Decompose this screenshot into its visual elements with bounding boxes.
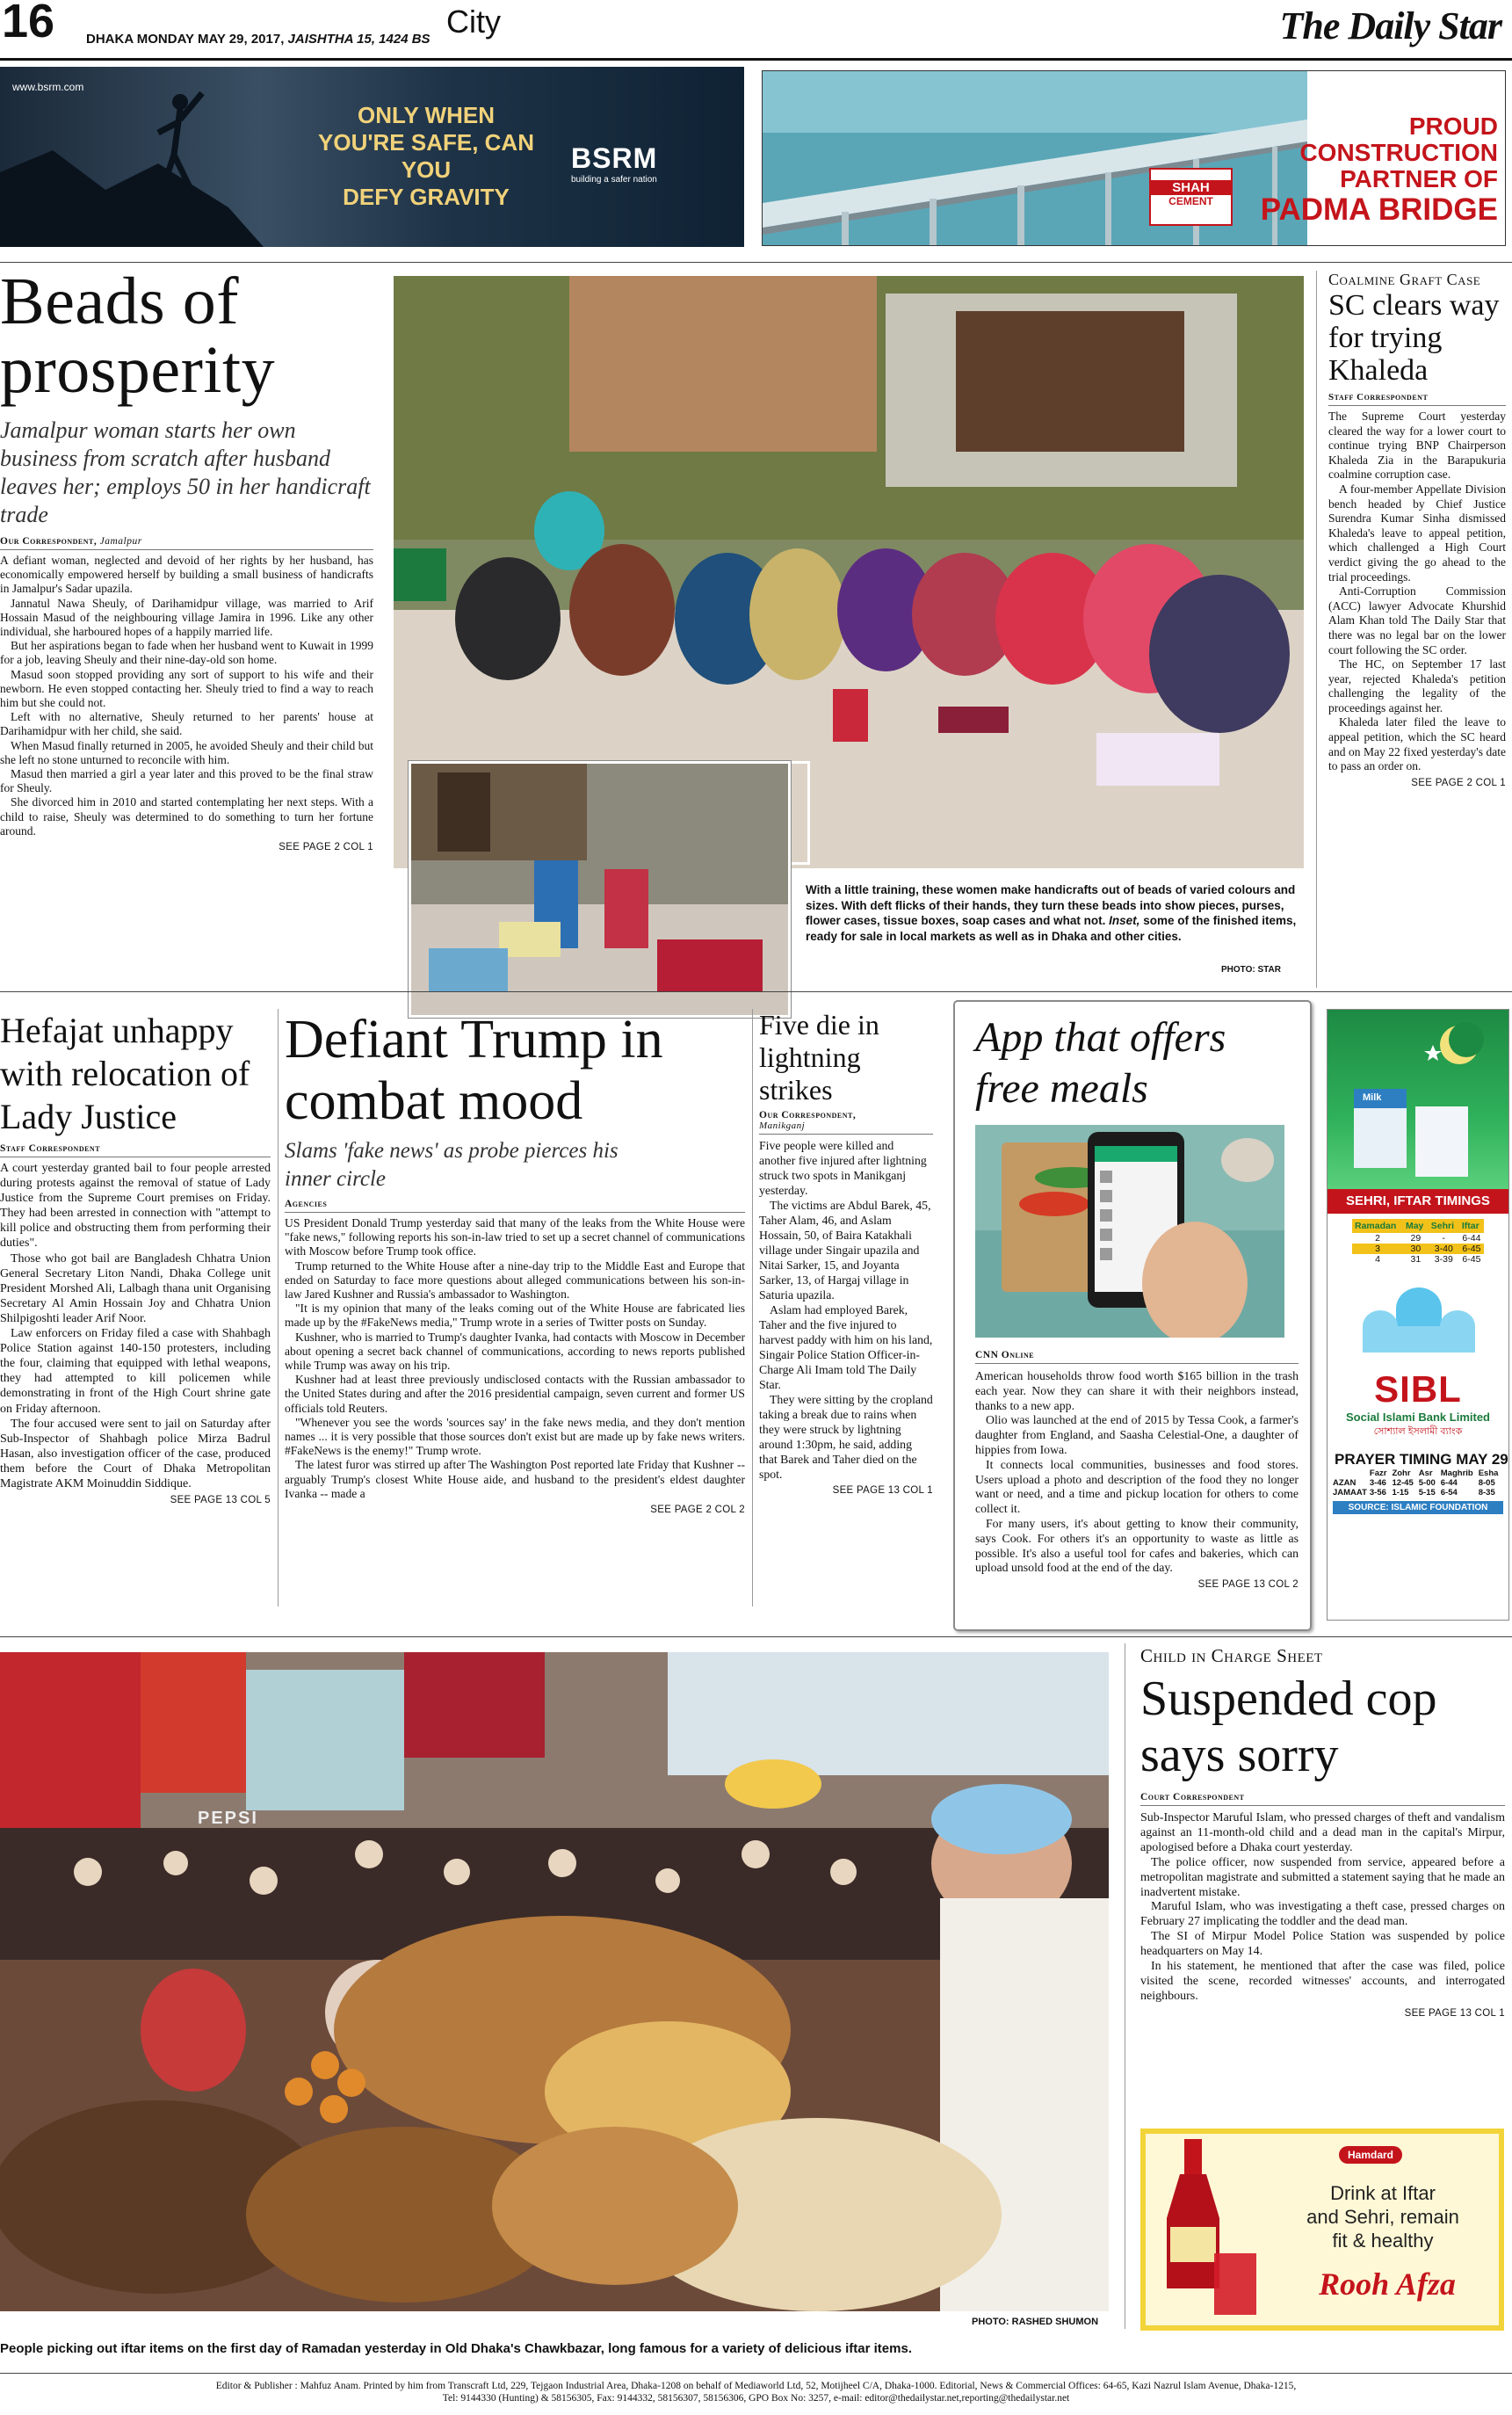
trump-paragraph: Trump returned to the White House after a nine-day trip to the Middle East and Europe that ended on Saturday to face more questions about alleged communications between his son-in-law Jared Kushner and Russia's ambassador to Washington.: [285, 1258, 745, 1302]
table-cell: 1-15: [1392, 1488, 1409, 1498]
hefajat-paragraph: Those who got bail are Bangladesh Chhatra Union General Secretary Liton Nandi, Dhaka College unit President Morshed Ali, Lalbagh thana unit Organising Secretary Al Amin Hossain Joy and Chhatra Union Shilpigoshti leader Arif Noor.: [0, 1251, 271, 1325]
table-cell: 3-40: [1434, 1244, 1453, 1254]
table-cell: 2: [1375, 1233, 1380, 1244]
lightning-paragraph: Five people were killed and another five injured after lightning struck two spots in Manikganj yesterday.: [759, 1139, 927, 1197]
finished-items-image: [411, 764, 791, 1018]
sc-byline-rule: [1328, 405, 1506, 406]
rule-right-column: [1316, 271, 1317, 988]
trump-byline: Agencies: [285, 1199, 328, 1209]
table-header: Ramadan: [1355, 1221, 1397, 1231]
shah-line-1: PROUD: [1408, 112, 1498, 140]
app-body: [975, 1369, 1299, 1576]
cop-paragraph: The SI of Mirpur Model Police Station was suspended by police headquarters on May 14.: [1140, 1930, 1505, 1959]
app-paragraph: It connects local communities, businesses and food stores. Users upload a photo and description of the food they no longer want or need, and a time and pickup location for others to come collect it.: [975, 1457, 1299, 1516]
table-cell: -: [1442, 1233, 1446, 1244]
app-paragraph: American households throw food worth $165 billion in the trash each year. Now they can share it with their neighbors instead, thanks to a new app.: [975, 1369, 1299, 1412]
lightning-see-page[interactable]: SEE PAGE 13 COL 1: [832, 1485, 933, 1496]
sibl-ad[interactable]: [1327, 1009, 1509, 1621]
trump-paragraph: US President Donald Trump yesterday said that many of the leaks from the White House were "fake news," following reports his son-in-law tried to set up a secret channel of communications with Moscow before Trump took office.: [285, 1216, 745, 1258]
bsrm-slogan-1: ONLY WHEN: [357, 102, 496, 128]
app-byline: CNN Online: [975, 1350, 1035, 1360]
sc-see-page[interactable]: SEE PAGE 2 COL 1: [1411, 777, 1506, 788]
prayer-title: PRAYER TIMING MAY 29: [1335, 1451, 1508, 1468]
table-cell: 3-39: [1434, 1254, 1453, 1265]
dateline: [86, 32, 430, 47]
bsrm-url[interactable]: www.bsrm.com: [12, 81, 84, 93]
rule-ads-bottom: [0, 262, 1512, 263]
hamdard-ad[interactable]: [1140, 2129, 1504, 2331]
lightning-body: [759, 1138, 933, 1482]
lightning-byline: [759, 1110, 933, 1131]
rule-col-2: [752, 1009, 753, 1606]
lightning-article: [759, 1009, 933, 1496]
table-header: May: [1405, 1221, 1424, 1231]
app-paragraph: For many users, it's about getting to know their community, says Cook. For others it's an opportunity to waste as little as possible. It's also a useful tool for cafes and bakeries, which can upload unsold food at the end of the day.: [975, 1516, 1299, 1575]
table-cell: 8-05: [1478, 1478, 1495, 1488]
beads-byline-label: Our Correspondent,: [0, 536, 98, 547]
sibl-logo: SIBL: [1374, 1368, 1462, 1410]
table-cell: JAMAAT: [1333, 1488, 1367, 1498]
iftar-market-image: [0, 1652, 1109, 2311]
cop-paragraph: In his statement, he mentioned that after the case was filed, police visited the scene, recorded witnesses' accounts, and interrogated neighbours.: [1140, 1960, 1505, 2003]
prayer-source: SOURCE: ISLAMIC FOUNDATION: [1333, 1501, 1503, 1514]
table-cell: 3: [1375, 1244, 1380, 1254]
masthead-rule: [0, 58, 1512, 61]
lightning-paragraph: They were sitting by the cropland taking a break due to rains when they were struck by lightning around 1:30pm, he said, adding that Barek and Taher died on the spot.: [759, 1393, 933, 1481]
table-cell: 8-35: [1478, 1488, 1495, 1498]
shah-line-2: CONSTRUCTION: [1299, 139, 1498, 166]
shah-line-3: PARTNER OF: [1340, 165, 1498, 192]
cop-paragraph: Maruful Islam, who was investigating a theft case, pressed charges on February 27 implicating the toddler and the dead man.: [1140, 1900, 1505, 1929]
sibl-milk-label: Milk: [1363, 1092, 1382, 1103]
beads-paragraph: A defiant woman, neglected and devoid of her rights by her husband, has economically empowered herself by building a small business of handicrafts in Jamalpur's Sadar upazila.: [0, 554, 373, 596]
hefajat-body: [0, 1161, 271, 1491]
beads-paragraph: Masud soon stopped providing any sort of support to his wife and their newborn. He even stopped contacting her. Sheuly tried to find a way to reach him but she could not.: [0, 667, 373, 710]
shah-text: [1261, 113, 1498, 228]
table-cell: 5-15: [1418, 1488, 1436, 1498]
page-number: 16: [2, 0, 55, 47]
cop-byline-rule: [1140, 1805, 1505, 1806]
trump-article: [285, 1009, 745, 1515]
iftar-photo-credit: PHOTO: RASHED SHUMON: [972, 2317, 1099, 2327]
hefajat-byline: Staff Correspondent: [0, 1143, 101, 1154]
lightning-headline: Five die in lightning strikes: [759, 1009, 879, 1106]
app-paragraph: Olio was launched at the end of 2015 by Tessa Cook, a farmer's daughter from England, and Saasha Celestial-One, a daughter of hippies from Iowa.: [975, 1413, 1299, 1456]
table-cell: [1333, 1469, 1367, 1478]
iftar-photo: [0, 1652, 1109, 2311]
table-row: [1333, 1488, 1501, 1498]
trump-paragraph: The latest furor was stirred up after The Washington Post reported late Friday that Kushner -- arguably Trump's closest White House aide, and husband to the president's eldest daughter Ivanka -- made a: [285, 1458, 745, 1500]
beads-see-page[interactable]: SEE PAGE 2 COL 1: [279, 842, 373, 853]
beads-paragraph: She divorced him in 2010 and started contemplating her next steps. With a child to raise, Sheuly was determined to do something to turn her fortune around.: [0, 795, 373, 838]
hefajat-see-page[interactable]: SEE PAGE 13 COL 5: [170, 1495, 271, 1506]
sibl-bank-name: Social Islami Bank Limited: [1346, 1411, 1490, 1424]
beads-paragraph: But her aspirations began to fade when her husband went to Kuwait in 1999 for a job, leaving Sheuly and their nine-day-old son home.: [0, 639, 373, 667]
table-header: Fazr: [1369, 1469, 1387, 1478]
hefajat-headline: Hefajat unhappy with relocation of Lady Justice: [0, 1011, 250, 1136]
beads-body: [0, 554, 373, 838]
hefajat-paragraph: The four accused were sent to jail on Saturday after Sub-Inspector of Shahbagh police Mirza Badrul Hasan, also investigation officer of the case, produced them before the Court of Dhaka Metropolitan Magistrate AKM Moinuddin Siddique.: [0, 1417, 271, 1490]
bsrm-slogan-3: DEFY GRAVITY: [343, 184, 510, 210]
shah-logo-1: SHAH: [1151, 180, 1231, 195]
beads-caption-inset: some of the finished items, ready for sale in local markets as well as in Dhaka and other cities.: [806, 914, 1297, 943]
sc-article: [1328, 271, 1506, 788]
trump-body: [285, 1216, 745, 1501]
hamdard-logo: Hamdard: [1339, 2146, 1402, 2164]
footer-imprint: [0, 2380, 1512, 2404]
sc-paragraph: The HC, on September 17 last year, rejected Khaleda's petition challenging the legality of the proceedings against her.: [1328, 657, 1506, 714]
hamdard-product: Rooh Afza: [1319, 2266, 1456, 2302]
cop-headline: Suspended cop says sorry: [1140, 1672, 1437, 1782]
cop-body: [1140, 1811, 1505, 2005]
sibl-bank-bangla: সোশ্যাল ইসলামী ব্যাংক: [1373, 1426, 1463, 1437]
cop-byline: Court Correspondent: [1140, 1792, 1245, 1802]
shah-cement-ad[interactable]: [762, 70, 1506, 246]
cop-kicker: Child in Charge Sheet: [1140, 1645, 1323, 1666]
iftar-sign: PEPSI: [198, 1809, 258, 1828]
table-cell: 6-44: [1462, 1233, 1481, 1244]
table-header: Maghrib: [1440, 1469, 1473, 1478]
rule-upper-section: [0, 991, 1512, 992]
beads-paragraph: Jannatul Nawa Sheuly, of Darihamidpur village, was married to Arif Hossain Masud of the neighbouring village Jamira in 1996. Like any other individual, she harboured hopes of a happily married life.: [0, 596, 373, 639]
prayer-table: [1333, 1469, 1501, 1498]
table-cell: 12-45: [1392, 1478, 1414, 1488]
sc-paragraph: Anti-Corruption Commission (ACC) lawyer Advocate Khurshid Alam Khan told The Daily Star that there was no legal bar on the lower court following the SC order.: [1328, 584, 1506, 656]
lightning-paragraph: The victims are Abdul Barek, 45, Taher Alam, 46, and Aslam Hossain, 50, of Baira Katakhali village under Singair upazila and Nitai Sarker, 15, and Joyanta Sarker, 13, of Hargaj village in Saturia upazila.: [759, 1199, 931, 1302]
table-cell: 3-56: [1369, 1488, 1386, 1498]
beads-article: [0, 264, 373, 852]
beads-byline-place: Jamalpur: [99, 536, 142, 547]
app-see-page[interactable]: SEE PAGE 13 COL 2: [1197, 1579, 1299, 1591]
cop-see-page[interactable]: SEE PAGE 13 COL 1: [1404, 2007, 1505, 2019]
table-cell: 29: [1410, 1233, 1422, 1244]
trump-paragraph: "Whenever you see the words 'sources say' in the fake news media, and they don't mention names ... it is very possible that those sources don't exist but are made up by fake news writers. #FakeNews is the enemy!" Trump wrote.: [285, 1415, 745, 1458]
cop-article: [1140, 1645, 1505, 2019]
cop-paragraph: Sub-Inspector Maruful Islam, who pressed charges of theft and vandalism against an 11-month-old child and a dead man in the capital's Mirpur, apologised before a Dhaka court yesterday.: [1140, 1811, 1505, 1854]
beads-headline: Beads of prosperity: [0, 265, 276, 407]
beads-deck: Jamalpur woman starts her own business from scratch after husband leaves her; employs 50 in her handicraft trade: [0, 417, 371, 527]
beads-paragraph: When Masud finally returned in 2005, he avoided Sheuly and their child but she left no stone unturned to reconcile with him.: [0, 738, 373, 766]
rule-col-1: [278, 1009, 279, 1606]
lightning-byline-label: Our Correspondent,: [759, 1110, 857, 1120]
paper-logo: The Daily Star: [1279, 4, 1501, 47]
shah-line-4: PADMA BRIDGE: [1260, 192, 1498, 227]
table-cell: 4: [1375, 1254, 1380, 1265]
table-cell: 6-44: [1440, 1478, 1458, 1488]
footer-line-2: Tel: 9144330 (Hunting) & 58156305, Fax: 9144332, 58156307, 58156306, GPO Box No: 3257, e-mail: editor@thedailystar.net,reporting@thedailystar.net: [442, 2393, 1070, 2404]
mosque-domes-icon: [1328, 1273, 1509, 1361]
table-header: Iftar: [1461, 1221, 1479, 1231]
beads-paragraph: Left with no alternative, Sheuly returned to her parents' house at Darihamidpur with her child, she said.: [0, 710, 373, 738]
table-header: Asr: [1418, 1469, 1433, 1478]
footer-rule: [0, 2373, 1512, 2374]
table-cell: 6-54: [1440, 1488, 1458, 1498]
table-row: [1333, 1478, 1501, 1488]
phone-with-food-app-image: [975, 1125, 1284, 1338]
beads-photo-credit: PHOTO: STAR: [1221, 965, 1281, 975]
iftar-caption: People picking out iftar items on the first day of Ramadan yesterday in Old Dhaka's Chawkbazar, long famous for a variety of delicious iftar items.: [0, 2341, 912, 2356]
table-row: [1352, 1254, 1484, 1265]
bsrm-logo: BSRM: [571, 142, 658, 174]
bsrm-ad[interactable]: [0, 67, 744, 247]
table-cell: 6-45: [1462, 1244, 1481, 1254]
bsrm-slogan-2: YOU'RE SAFE, CAN YOU: [318, 129, 534, 183]
beads-byline: [0, 536, 373, 547]
bsrm-brand: [571, 142, 657, 185]
sc-paragraph: The Supreme Court yesterday cleared the way for a lower court to continue trying BNP Chairperson Khaleda Zia in the Barapukuria coalmine corruption case.: [1328, 410, 1506, 482]
table-row: [1352, 1244, 1484, 1254]
table-cell: AZAN: [1333, 1478, 1356, 1488]
hamdard-copy: [1269, 2181, 1497, 2252]
beads-caption-inset-label: Inset,: [1109, 914, 1140, 927]
cop-paragraph: The police officer, now suspended from service, appeared before a metropolitan magistrate and submitted a statement saying that he made an inadvertent mistake.: [1140, 1855, 1505, 1899]
app-article: [975, 1012, 1299, 1590]
lightning-byline-place: Manikganj: [759, 1120, 806, 1131]
moon-and-milk-illustration: [1328, 1010, 1509, 1189]
bsrm-slogan: [307, 102, 545, 211]
trump-see-page[interactable]: SEE PAGE 2 COL 2: [650, 1505, 745, 1516]
beads-caption-main: With a little training, these women make handicrafts out of beads of varied colours and sizes. With deft flicks of their hands, they turn these beads into show pieces, purses, flower cases, tissue boxes, soap cases and what not.: [806, 883, 1296, 927]
app-headline: App that offers free meals: [975, 1014, 1226, 1112]
table-cell: 31: [1410, 1254, 1422, 1265]
trump-paragraph: Kushner, who is married to Trump's daughter Ivanka, had contacts with Moscow in December about opening a secret back channel of communications, according to news reports published while Trump was away on his trip.: [285, 1330, 745, 1373]
trump-headline: Defiant Trump in combat mood: [285, 1010, 663, 1131]
table-cell: 6-45: [1462, 1254, 1481, 1265]
lightning-paragraph: Aslam had employed Barek, Taher and the five injured to harvest paddy with him on his land, Singair Police Station Officer-in-Charge Ali Imam told The Daily Star.: [759, 1303, 933, 1391]
beads-paragraph: Masud then married a girl a year later and this proved to be the final straw for Sheuly.: [0, 767, 373, 795]
dateline-bangla: JAISHTHA 15, 1424 BS: [287, 32, 430, 47]
trump-paragraph: Kushner had at least three previously undisclosed contacts with the Russian ambassador to the United States during and after the 2016 presidential campaign, seven current and former US officials told Reuters.: [285, 1373, 745, 1415]
app-photo: [975, 1125, 1284, 1338]
rooh-afza-bottle-icon: [1158, 2139, 1263, 2331]
table-cell: 30: [1410, 1244, 1422, 1254]
shah-logo-2: CEMENT: [1168, 195, 1213, 207]
sibl-timings-banner: SEHRI, IFTAR TIMINGS: [1328, 1189, 1508, 1214]
sibl-top-graphic: [1328, 1010, 1508, 1189]
dateline-date: DHAKA MONDAY MAY 29, 2017,: [86, 32, 285, 47]
sc-headline: SC clears way for trying Khaleda: [1328, 289, 1500, 387]
hamdard-line-3: fit & healthy: [1332, 2230, 1434, 2252]
beads-inset: [409, 761, 791, 1018]
table-header: Sehri: [1430, 1221, 1454, 1231]
table-row: [1352, 1219, 1484, 1233]
sc-paragraph: A four-member Appellate Division bench headed by Chief Justice Surendra Kumar Sinha dismissed Khaleda's leave to appeal petition, which challenged a High Court verdict giving the go ahead to the trial proceedings.: [1328, 482, 1506, 584]
hamdard-line-1: Drink at Iftar: [1330, 2182, 1436, 2204]
beads-byline-rule: [0, 549, 373, 550]
trump-deck: Slams 'fake news' as probe pierces his inner circle: [285, 1139, 619, 1191]
table-cell: 5-00: [1418, 1478, 1436, 1488]
sc-body: [1328, 410, 1506, 774]
table-row: [1352, 1233, 1484, 1244]
trump-byline-rule: [285, 1212, 745, 1213]
app-byline-rule: [975, 1363, 1299, 1364]
table-row: [1333, 1469, 1501, 1478]
beads-caption: [806, 882, 1298, 944]
sibl-timings-table: [1352, 1219, 1484, 1265]
hefajat-paragraph: Law enforcers on Friday filed a case with Shahbagh Police Station against 140-150 protesters, including the four, claiming that equipped with lethal weapons, they had attempted to kill policemen while demonstrating in front of the High Court shrine gate on Friday afternoon.: [0, 1327, 271, 1416]
table-cell: 3-46: [1369, 1478, 1386, 1488]
shah-logo: [1149, 168, 1233, 226]
rule-middle-section: [0, 1636, 1512, 1637]
footer-line-1: Editor & Publisher : Mahfuz Anam. Printed by him from Transcraft Ltd, 229, Tejgaon Industrial Area, Dhaka-1208 on behalf of Mediaworld Ltd, 52, Motijheel C/A, Dhaka-1000. Editorial, News & Commercial Offices: 64-65, Kazi Nazrul Islam Avenue, Dhaka-1215,: [215, 2381, 1297, 2391]
trump-paragraph: "It is my opinion that many of the leaks coming out of the White House are fabricated lies made up by the #FakeNews media," Trump wrote in a series of Twitter posts on Sunday.: [285, 1302, 745, 1330]
lightning-byline-rule: [759, 1134, 933, 1135]
sc-kicker: Coalmine Graft Case: [1328, 271, 1481, 288]
sc-paragraph: Khaleda later filed the leave to appeal petition, which the SC heard and on May 22 fixed yesterday's date to pass an order on.: [1328, 715, 1506, 773]
hefajat-paragraph: A court yesterday granted bail to four people arrested during protests against the removal of statue of Lady Justice from the Supreme Court premises on Friday. They had been arrested in connection with "attempt to kill police and obstructing them from performing their duties".: [0, 1162, 271, 1251]
table-header: Esha: [1478, 1469, 1499, 1478]
section-title: City: [446, 4, 501, 40]
hamdard-line-2: and Sehri, remain: [1306, 2206, 1459, 2228]
sc-byline: Staff Correspondent: [1328, 392, 1429, 402]
hefajat-article: [0, 1009, 271, 1505]
table-header: Zohr: [1392, 1469, 1411, 1478]
bsrm-tagline: building a safer nation: [571, 175, 657, 185]
